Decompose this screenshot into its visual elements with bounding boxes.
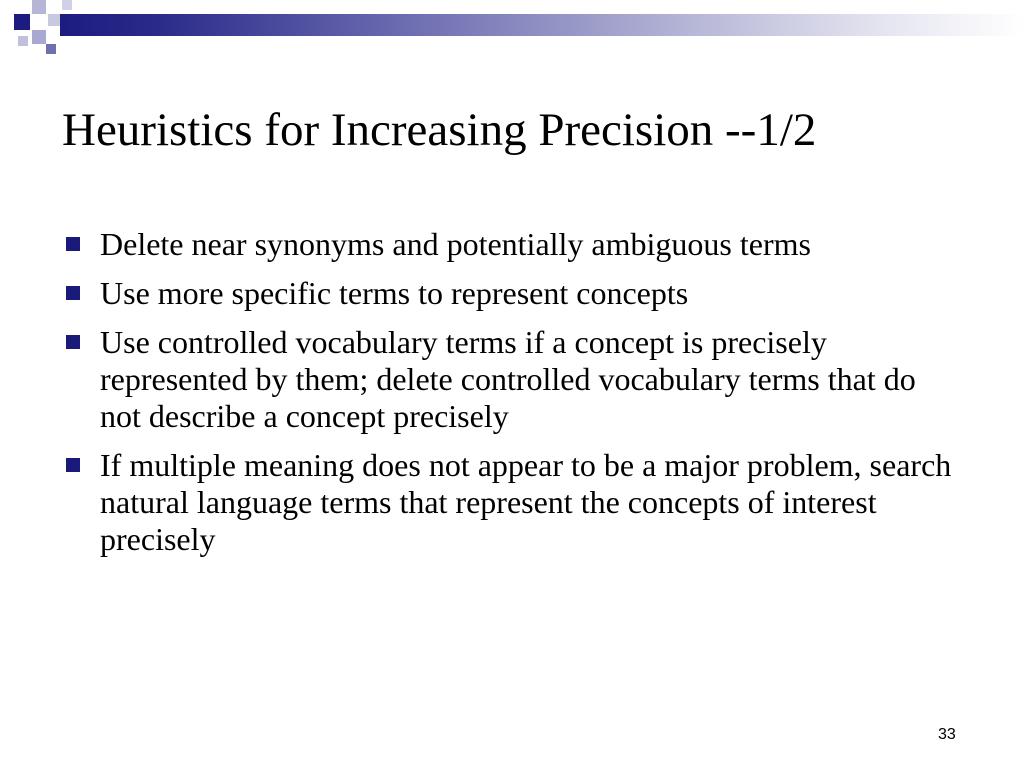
banner-square-light <box>18 36 28 46</box>
banner-square-mid <box>46 44 56 54</box>
banner-square-light <box>62 0 72 10</box>
square-bullet-icon <box>66 286 80 300</box>
bullet-text: Use more specific terms to represent concepts <box>100 275 689 311</box>
bullet-text: If multiple meaning does not appear to be a major problem, search natural language terms that represent the concepts of interest precisely <box>100 447 952 557</box>
top-banner-decoration <box>0 0 1024 70</box>
bullet-item <box>62 447 962 558</box>
square-bullet-icon <box>66 237 80 251</box>
bullet-item <box>62 324 962 435</box>
bullet-text: Use controlled vocabulary terms if a concept is precisely represented by them; delete controlled vocabulary terms that do not describe a concept precisely <box>100 324 916 434</box>
banner-gradient-bar <box>60 14 1024 36</box>
square-bullet-icon <box>66 335 80 349</box>
slide-title: Heuristics for Increasing Precision --1/2 <box>62 104 817 156</box>
banner-square-light <box>32 0 46 14</box>
banner-square-light <box>48 14 60 26</box>
bullet-text: Delete near synonyms and potentially ambiguous terms <box>100 226 811 262</box>
bullet-item <box>62 275 962 312</box>
banner-square-dark <box>14 14 30 30</box>
bullet-list <box>62 226 962 570</box>
banner-square-light <box>32 30 46 44</box>
bullet-item <box>62 226 962 263</box>
square-bullet-icon <box>66 458 80 472</box>
page-number: 33 <box>938 726 956 743</box>
